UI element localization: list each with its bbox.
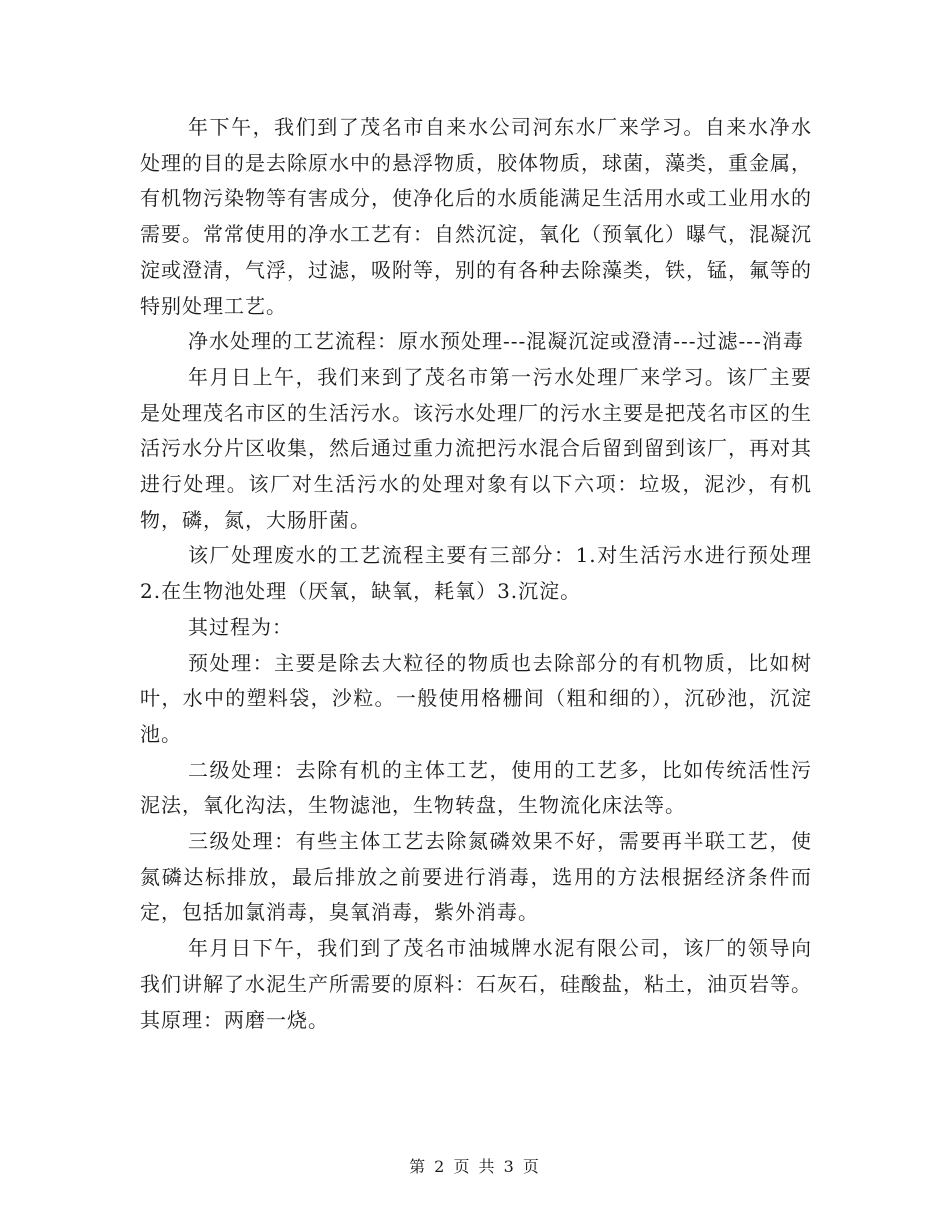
paragraph-sewage-plant: 年月日上午，我们来到了茂名市第一污水处理厂来学习。该厂主要是处理茂名市区的生活污水。该污水处理厂的污水主要是把茂名市区的生活污水分片区收集，然后通过重力流把污水混合后留到留到该厂，再对其进行处理。该厂对生活污水的处理对象有以下六项：垃圾，泥沙，有机物，磷，氮，大肠肝菌。	[140, 364, 812, 532]
paragraph-water-process-flow: 净水处理的工艺流程：原水预处理---混凝沉淀或澄清---过滤---消毒	[188, 329, 804, 354]
paragraph-hedong-water-plant: 年下午，我们到了茂名市自来水公司河东水厂来学习。自来水净水处理的目的是去除原水中的悬浮物质，胶体物质，球菌，藻类，重金属，有机物污染物等有害成分，使净化后的水质能满足生活用水或工业用水的需要。常常使用的净水工艺有：自然沉淀，氧化（预氧化）曝气，混凝沉淀或澄清，气浮，过滤，吸附等，别的有各种去除藻类，铁，锰，氟等的特别处理工艺。	[140, 115, 812, 318]
page-footer	[0, 1154, 950, 1177]
paragraph-tertiary-treatment: 三级处理：有些主体工艺去除氮磷效果不好，需要再半联工艺，使氮磷达标排放，最后排放之前要进行消毒，选用的方法根据经济条件而定，包括加氯消毒，臭氧消毒，紫外消毒。	[140, 829, 812, 925]
document-body	[140, 110, 812, 1038]
paragraph-secondary-treatment: 二级处理：去除有机的主体工艺，使用的工艺多，比如传统活性污泥法，氧化沟法，生物滤池，生物转盘，生物流化床法等。	[140, 757, 812, 818]
page-number-label: 第 2 页 共 3 页	[409, 1157, 541, 1176]
paragraph-pretreatment: 预处理：主要是除去大粒径的物质也去除部分的有机物质，比如树叶，水中的塑料袋，沙粒。一般使用格栅间（粗和细的），沉砂池，沉淀池。	[140, 650, 812, 746]
paragraph-wastewater-three-parts: 该厂处理废水的工艺流程主要有三部分：1.对生活污水进行预处理2.在生物池处理（厌氧，缺氧，耗氧）3.沉淀。	[140, 543, 812, 604]
paragraph-process-intro: 其过程为：	[188, 614, 293, 639]
paragraph-cement-company: 年月日下午，我们到了茂名市油城牌水泥有限公司，该厂的领导向我们讲解了水泥生产所需要的原料：石灰石，硅酸盐，粘土，油页岩等。其原理：两磨一烧。	[140, 936, 812, 1032]
